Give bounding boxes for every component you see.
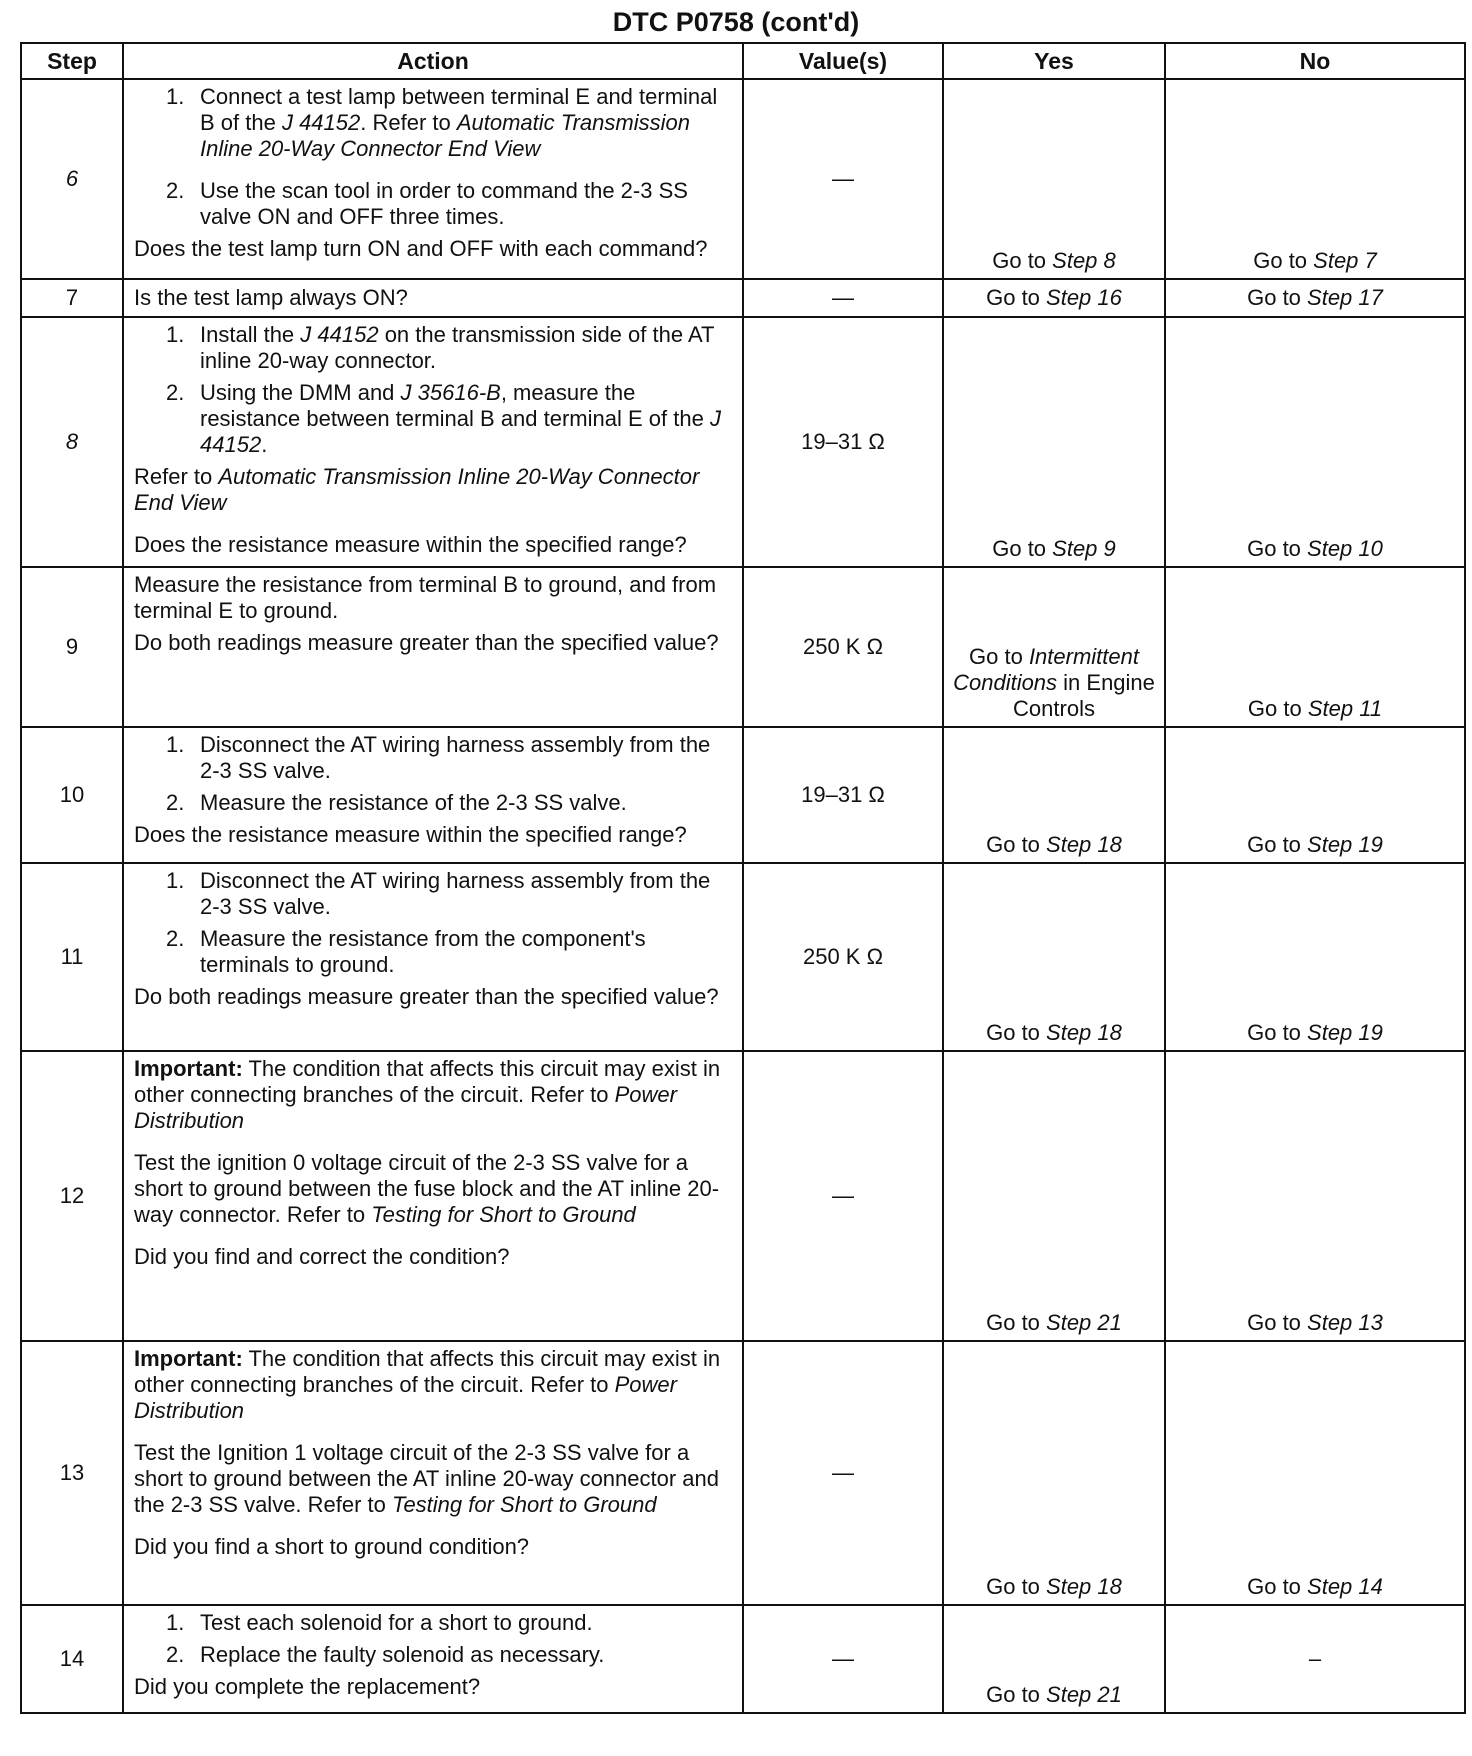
table-row <box>21 79 1465 279</box>
action-text: Test the ignition 0 voltage circuit of the 2-3 SS valve for a short to ground between the fuse block and the AT inline 20-way connector. Refer to Testing for Short to Ground <box>134 1150 720 1227</box>
table-row <box>21 1051 1465 1341</box>
value-cell: — <box>743 279 943 317</box>
action-cell <box>123 567 743 727</box>
diagnostic-table <box>20 42 1466 1714</box>
action-column-header: Action <box>123 43 743 79</box>
step-number: 7 <box>21 279 123 317</box>
no-cell: Go to Step 17 <box>1165 279 1465 317</box>
page-title: DTC P0758 (cont'd) <box>612 7 860 37</box>
step-number: 6 <box>21 79 123 279</box>
step-number: 12 <box>21 1051 123 1341</box>
action-cell <box>123 1341 743 1605</box>
yes-cell: Go to Step 21 <box>943 1051 1165 1341</box>
action-step-item: 2. Measure the resistance from the component's terminals to ground. <box>166 926 646 977</box>
table-row <box>21 1605 1465 1713</box>
step-number: 10 <box>21 727 123 863</box>
action-step-item: 1. Disconnect the AT wiring harness assembly from the 2-3 SS valve. <box>166 868 711 919</box>
table-row <box>21 317 1465 567</box>
important-note: Important: The condition that affects this circuit may exist in other connecting branches of the circuit. Refer to Power Distribution <box>134 1056 721 1133</box>
action-step-item: 1. Test each solenoid for a short to ground. <box>166 1610 593 1635</box>
no-cell: Go to Step 10 <box>1165 317 1465 567</box>
action-question: Does the resistance measure within the specified range? <box>134 532 687 557</box>
table-header-row <box>21 43 1465 79</box>
action-step-item: 2. Measure the resistance of the 2-3 SS valve. <box>166 790 627 815</box>
step-number: 11 <box>21 863 123 1051</box>
yes-cell: Go to Step 18 <box>943 1341 1165 1605</box>
action-text: Test the Ignition 1 voltage circuit of the 2-3 SS valve for a short to ground between the AT inline 20-way connector and the 2-3 SS valve. Refer to Testing for Short to Ground <box>134 1440 720 1517</box>
action-question: Does the resistance measure within the specified range? <box>134 822 687 847</box>
action-step-item: 2. Replace the faulty solenoid as necessary. <box>166 1642 605 1667</box>
step-number: 14 <box>21 1605 123 1713</box>
value-cell: 19–31 Ω <box>743 727 943 863</box>
yes-cell: Go to Step 9 <box>943 317 1165 567</box>
no-cell: Go to Step 13 <box>1165 1051 1465 1341</box>
action-question: Do both readings measure greater than the specified value? <box>134 630 719 655</box>
action-cell <box>123 79 743 279</box>
step-number: 8 <box>21 317 123 567</box>
no-cell: Go to Step 7 <box>1165 79 1465 279</box>
action-step-item: 1. Disconnect the AT wiring harness assembly from the 2-3 SS valve. <box>166 732 711 783</box>
no-cell: – <box>1165 1605 1465 1713</box>
value-cell: 19–31 Ω <box>743 317 943 567</box>
action-cell <box>123 1051 743 1341</box>
no-cell: Go to Step 14 <box>1165 1341 1465 1605</box>
step-column-header: Step <box>21 43 123 79</box>
action-question: Did you find and correct the condition? <box>134 1244 510 1269</box>
action-question: Did you complete the replacement? <box>134 1674 481 1699</box>
table-row <box>21 567 1465 727</box>
action-cell <box>123 1605 743 1713</box>
no-column-header: No <box>1165 43 1465 79</box>
yes-cell: Go to Step 18 <box>943 863 1165 1051</box>
value-cell: 250 K Ω <box>743 863 943 1051</box>
values-column-header: Value(s) <box>743 43 943 79</box>
action-question: Is the test lamp always ON? <box>134 285 408 310</box>
value-cell: — <box>743 1341 943 1605</box>
table-row <box>21 863 1465 1051</box>
action-text: Measure the resistance from terminal B to ground, and from terminal E to ground. <box>134 572 717 623</box>
no-cell: Go to Step 19 <box>1165 863 1465 1051</box>
action-reference: Refer to Automatic Transmission Inline 20-Way Connector End View <box>134 464 700 515</box>
no-cell: Go to Step 11 <box>1165 567 1465 727</box>
yes-column-header: Yes <box>943 43 1165 79</box>
action-cell <box>123 279 743 317</box>
action-cell <box>123 863 743 1051</box>
action-cell <box>123 317 743 567</box>
important-note: Important: The condition that affects this circuit may exist in other connecting branches of the circuit. Refer to Power Distribution <box>134 1346 721 1423</box>
action-step-item: 2. Using the DMM and J 35616-B, measure the resistance between terminal B and terminal E of the J 44152. <box>166 380 721 457</box>
value-cell: — <box>743 1051 943 1341</box>
action-question: Do both readings measure greater than the specified value? <box>134 984 719 1009</box>
step-number: 9 <box>21 567 123 727</box>
action-step-item: 2. Use the scan tool in order to command the 2-3 SS valve ON and OFF three times. <box>166 178 688 229</box>
table-row <box>21 727 1465 863</box>
table-row <box>21 1341 1465 1605</box>
value-cell: — <box>743 79 943 279</box>
action-question: Does the test lamp turn ON and OFF with each command? <box>134 236 708 261</box>
action-step-item: 1. Connect a test lamp between terminal E and terminal B of the J 44152. Refer to Automatic Transmission Inline 20-Way Connector End View <box>166 84 718 161</box>
action-question: Did you find a short to ground condition? <box>134 1534 530 1559</box>
value-cell: 250 K Ω <box>743 567 943 727</box>
yes-cell: Go to Step 8 <box>943 79 1165 279</box>
yes-cell: Go to Intermittent Conditions in Engine Controls <box>943 567 1165 727</box>
yes-cell: Go to Step 18 <box>943 727 1165 863</box>
action-cell <box>123 727 743 863</box>
step-number: 13 <box>21 1341 123 1605</box>
action-step-item: 1. Install the J 44152 on the transmission side of the AT inline 20-way connector. <box>166 322 715 373</box>
no-cell: Go to Step 19 <box>1165 727 1465 863</box>
yes-cell: Go to Step 21 <box>943 1605 1165 1713</box>
yes-cell: Go to Step 16 <box>943 279 1165 317</box>
table-row <box>21 279 1465 317</box>
value-cell: — <box>743 1605 943 1713</box>
